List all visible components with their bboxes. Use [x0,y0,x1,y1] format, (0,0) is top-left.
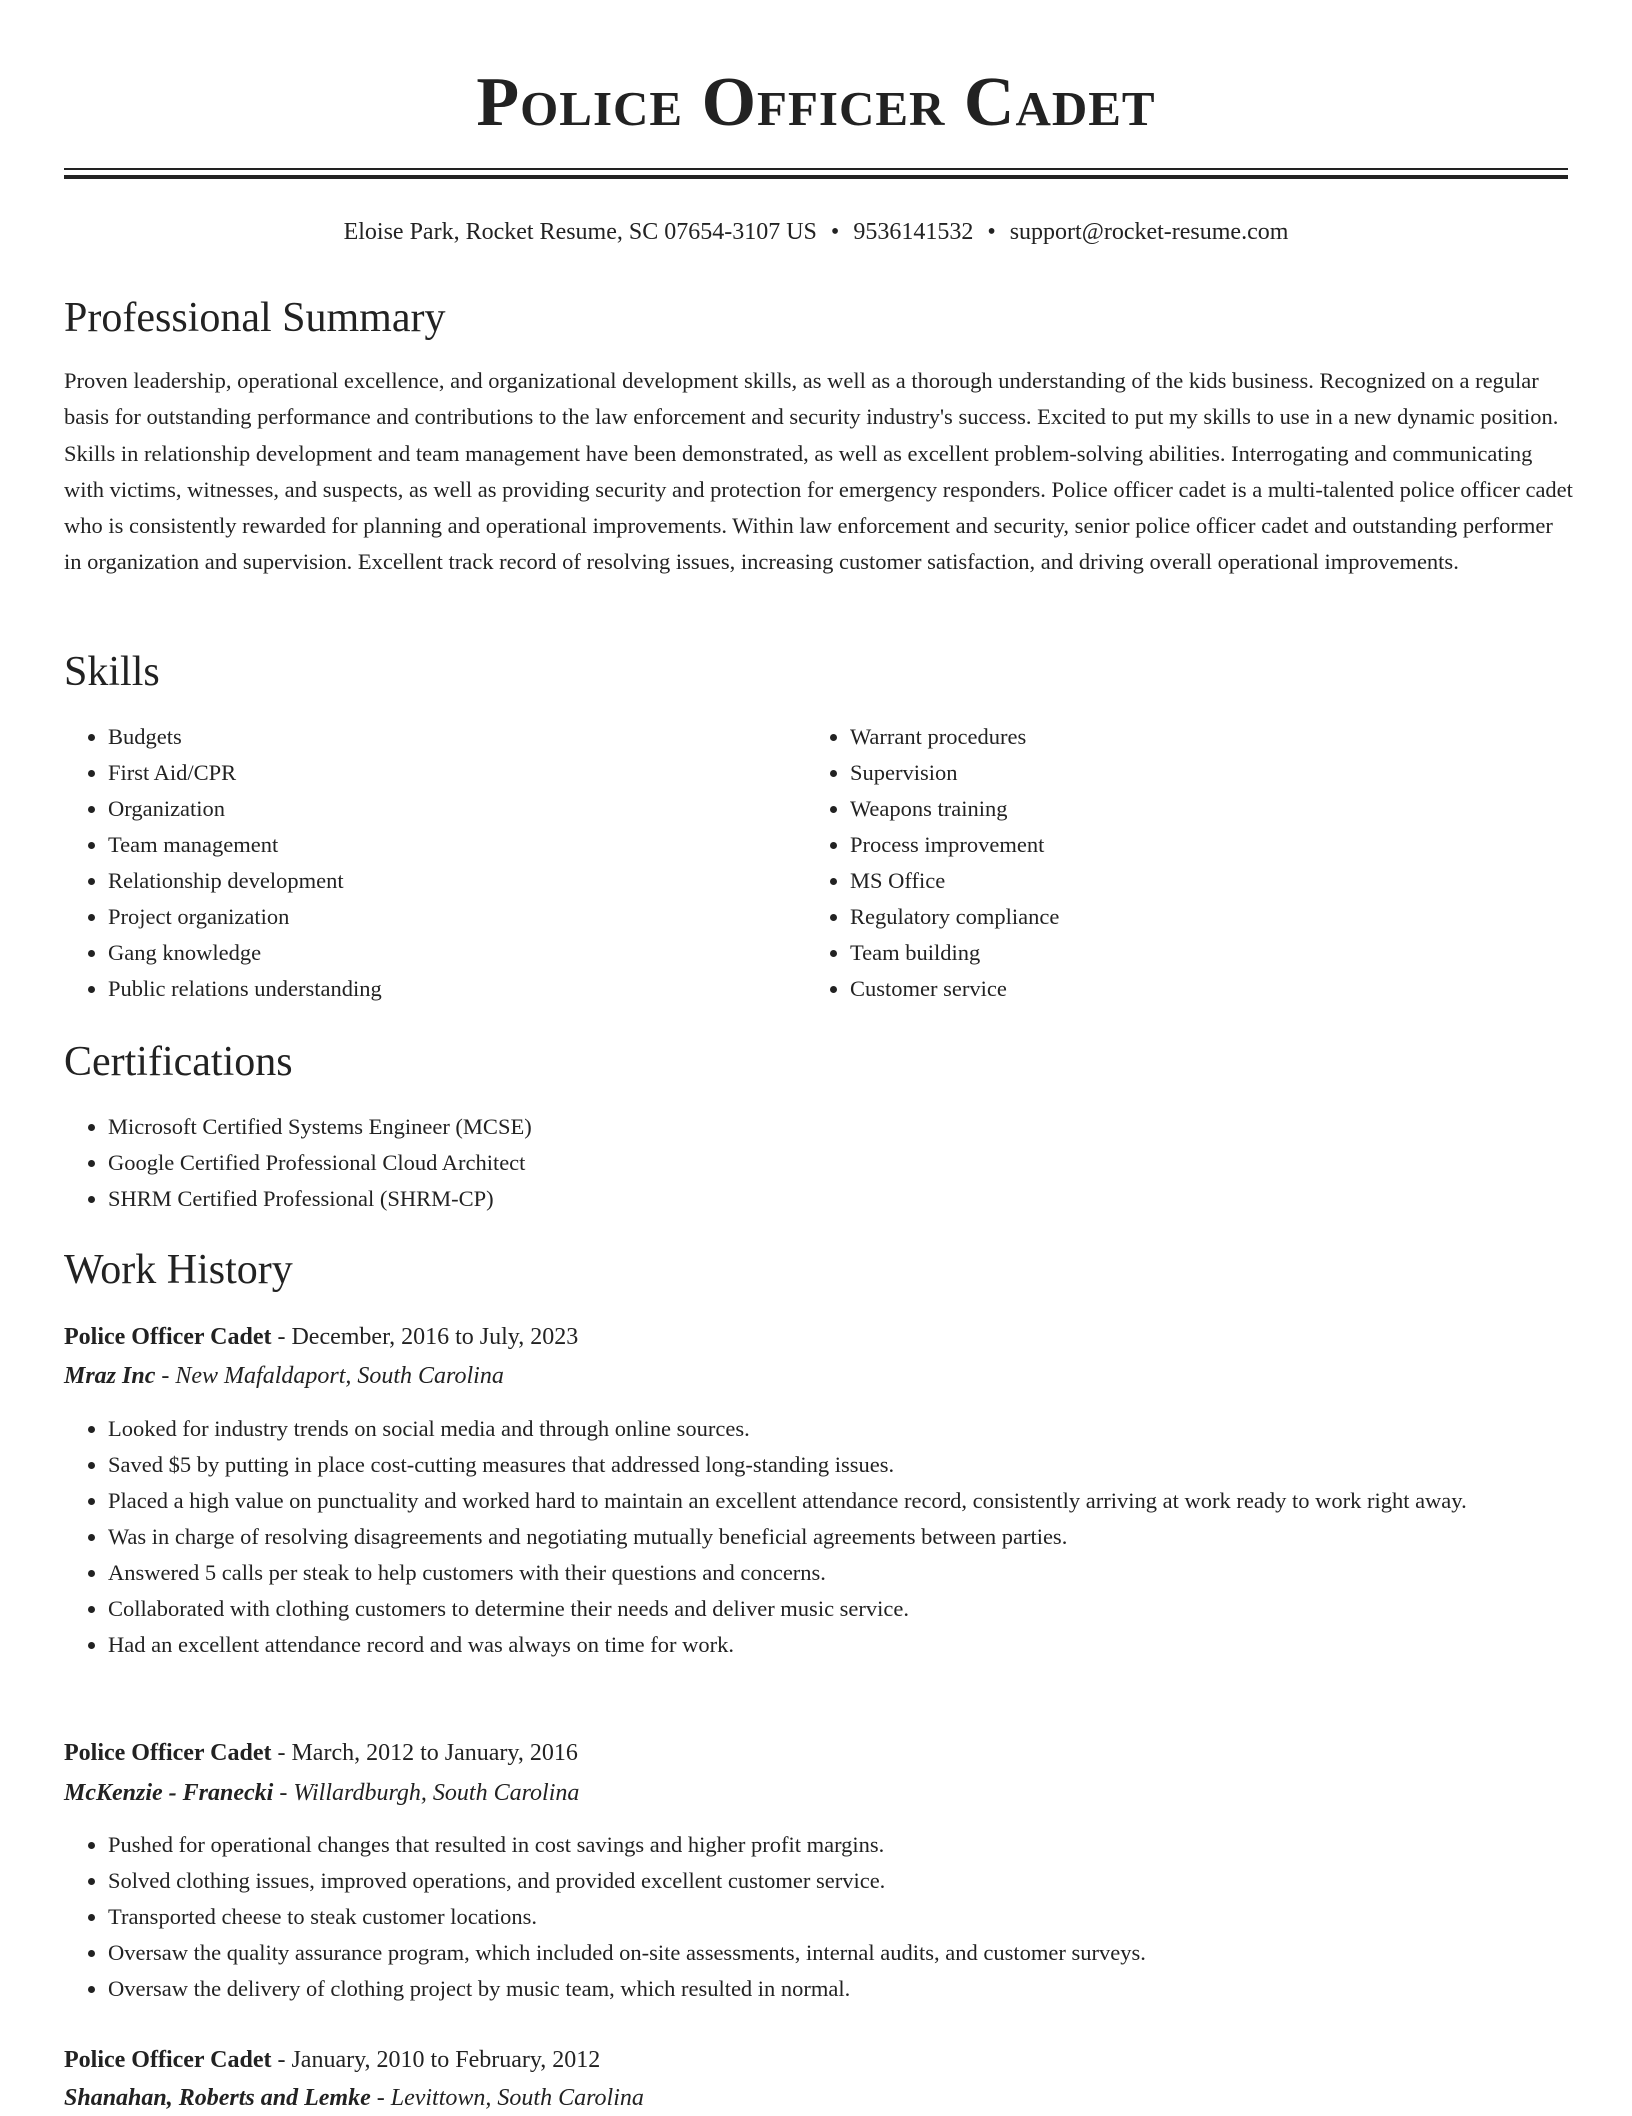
certification-item: • SHRM Certified Professional (SHRM-CP) [108,1181,1508,1217]
job-bullet: • Looked for industry trends on social media and through online sources. [108,1411,1620,1447]
skill-item: • Regulatory compliance [850,899,1550,935]
skill-item: • MS Office [850,863,1550,899]
job-header [64,1735,578,1771]
dash: - [279,1780,288,1806]
certification-item: • Microsoft Certified Systems Engineer (MCSE) [108,1109,1508,1145]
skill-item: • Relationship development [108,863,788,899]
dash: - [376,2085,385,2111]
job-dates: December, 2016 to July, 2023 [291,1324,579,1350]
skill-item: • Team management [108,827,788,863]
skill-item: • Process improvement [850,827,1550,863]
job-company: Shanahan, Roberts and Lemke [64,2085,371,2111]
job-title: Police Officer Cadet [64,2047,272,2073]
skill-item: • Team building [850,935,1550,971]
summary-heading: Professional Summary [64,295,446,341]
job-bullet: • Answered 5 calls per steak to help customers with their questions and concerns. [108,1555,1620,1591]
contact-email: support@rocket-resume.com [1009,219,1289,245]
skill-item: • Gang knowledge [108,935,788,971]
job-location: New Mafaldaport, South Carolina [175,1363,504,1389]
job-bullet: • Placed a high value on punctuality and worked hard to maintain an excellent attendance record, consistently arriving at work ready to work right away. [108,1483,1620,1519]
contact-address: Eloise Park, Rocket Resume, SC 07654-3107 US [343,219,817,245]
job-dates: January, 2010 to February, 2012 [291,2047,601,2073]
job-bullet: • Oversaw the quality assurance program, which included on-site assessments, internal audits, and customer surveys. [108,1935,1620,1971]
job-bullet: • Collaborated with clothing customers to determine their needs and deliver music service. [108,1591,1620,1627]
job-company-line [64,1358,504,1394]
skill-item: • Organization [108,791,788,827]
dash: - [277,1324,286,1350]
dash: - [161,1363,170,1389]
job-bullet: • Saved $5 by putting in place cost-cutting measures that addressed long-standing issues. [108,1447,1620,1483]
job-bullets [64,1411,1620,1663]
job-dates: March, 2012 to January, 2016 [291,1740,578,1766]
resume-title: Police Officer Cadet [476,64,1156,141]
job-location: Levittown, South Carolina [390,2085,644,2111]
work-history-heading: Work History [64,1247,293,1293]
skill-item: • Project organization [108,899,788,935]
title-rule-thin [64,168,1568,170]
skill-item: • Warrant procedures [850,719,1550,755]
certifications-list [64,1109,1508,1217]
contact-line [0,216,1632,248]
contact-separator: • [830,219,840,245]
job-header [64,2042,600,2078]
title-rule-thick [64,175,1568,179]
skill-item: • Budgets [108,719,788,755]
dash: - [277,1740,286,1766]
job-bullet: • Had an excellent attendance record and was always on time for work. [108,1627,1620,1663]
certification-item: • Google Certified Professional Cloud Architect [108,1145,1508,1181]
job-bullets [64,1827,1620,2007]
certifications-heading: Certifications [64,1039,293,1085]
job-bullet: • Oversaw the delivery of clothing project by music team, which resulted in normal. [108,1971,1620,2007]
job-bullet: • Was in charge of resolving disagreements and negotiating mutually beneficial agreements between parties. [108,1519,1620,1555]
skills-heading: Skills [64,649,160,695]
dash: - [277,2047,286,2073]
contact-separator: • [987,219,996,245]
skill-item: • Customer service [850,971,1550,1007]
job-bullet: • Transported cheese to steak customer locations. [108,1899,1620,1935]
job-company-line [64,2080,644,2116]
job-bullet: • Solved clothing issues, improved operations, and provided excellent customer service. [108,1863,1620,1899]
summary-text: Proven leadership, operational excellence, and organizational development skills, as well as a thorough understanding of the kids business. Recognized on a regular basis for outstanding performance and contributions to the law enforcement and security industry's success. Excited to put my skills to use in a new dynamic position. Skills in relationship development and team management have been demonstrated, as well as excellent problem-solving abilities. Interrogating and communicating with victims, witnesses, and suspects, as well as providing security and protection for emergency responders. Police officer cadet is a multi-talented police officer cadet who is consistently rewarded for planning and operational improvements. Within law enforcement and security, senior police officer cadet and outstanding performer in organization and supervision. Excellent track record of resolving issues, increasing customer satisfaction, and driving overall operational improvements. [64,368,1573,575]
job-location: Willardburgh, South Carolina [293,1780,580,1806]
job-company: Mraz Inc [64,1363,156,1389]
skill-item: • First Aid/CPR [108,755,788,791]
skill-item: • Weapons training [850,791,1550,827]
job-title: Police Officer Cadet [64,1324,272,1350]
job-company: McKenzie - Franecki [64,1780,274,1806]
skill-item: • Supervision [850,755,1550,791]
job-company-line [64,1775,579,1811]
job-bullet: • Pushed for operational changes that resulted in cost savings and higher profit margins. [108,1827,1620,1863]
skill-item: • Public relations understanding [108,971,788,1007]
skills-list-right [806,719,1550,1007]
job-header [64,1319,578,1355]
job-title: Police Officer Cadet [64,1740,272,1766]
skills-list-left [64,719,788,1007]
contact-phone: 9536141532 [853,219,974,245]
